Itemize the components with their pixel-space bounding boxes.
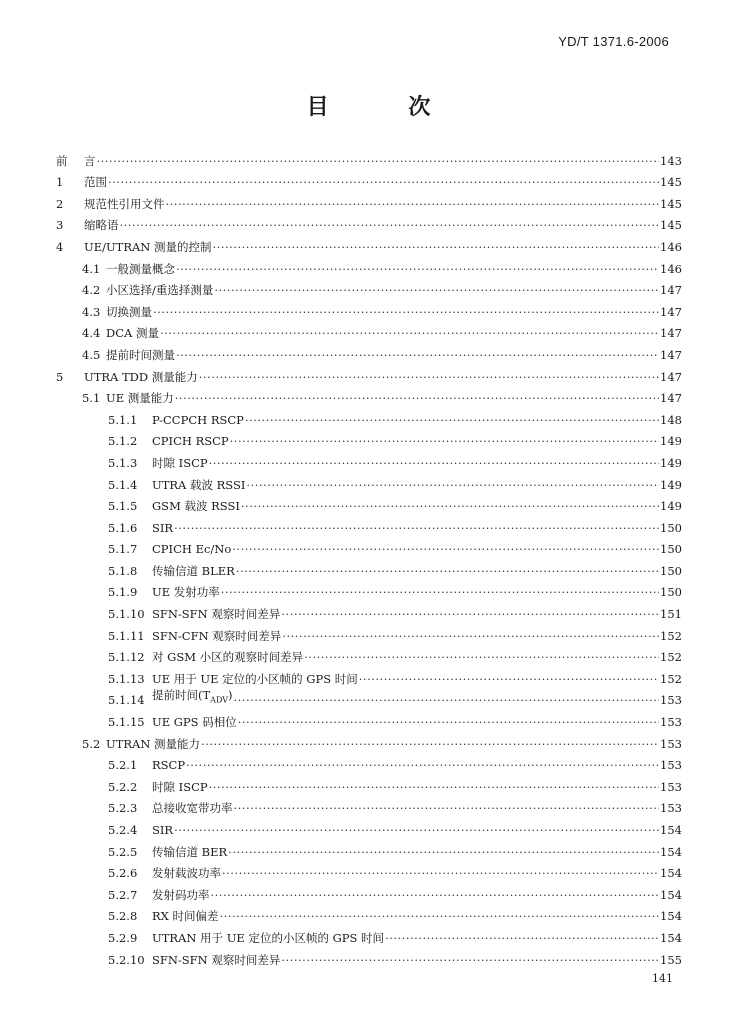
dot-leader xyxy=(166,197,660,211)
toc-entry-number: 5.1.15 xyxy=(108,715,145,730)
toc-entry-title xyxy=(84,197,165,211)
toc-entry-number: 5.1.12 xyxy=(108,650,145,665)
toc-entry-number: 5.1.14 xyxy=(108,693,145,708)
toc-entry-title-text: CPICH RSCP xyxy=(152,434,229,449)
toc-entry-page: 151 xyxy=(660,607,682,622)
toc-entry-title-text: CPICH Ec/No xyxy=(152,542,232,557)
toc-entry-number: 5.2.6 xyxy=(108,866,138,881)
toc-entry-page: 149 xyxy=(660,455,682,470)
toc-entry xyxy=(56,492,682,514)
toc-entry-title-text: 对 GSM 小区的观察时间差异 xyxy=(152,650,304,665)
toc-entry-number: 5.2.10 xyxy=(108,952,145,967)
toc-entry-page: 154 xyxy=(660,844,682,859)
toc-entry-title xyxy=(152,499,240,513)
toc-entry-title-text: UE/UTRAN 测量的控制 xyxy=(84,239,212,254)
dot-leader xyxy=(153,305,659,319)
toc-entry-page: 154 xyxy=(660,887,682,902)
toc-entry-number: 4.1 xyxy=(82,261,101,276)
toc-entry-title-text: UTRAN 用于 UE 定位的小区帧的 GPS 时间 xyxy=(152,930,385,945)
toc-entry-title xyxy=(106,262,175,276)
toc-entry xyxy=(56,405,682,427)
toc-entry-title-text: UE 用于 UE 定位的小区帧的 GPS 时间 xyxy=(152,671,358,686)
toc-entry-page: 150 xyxy=(660,585,682,600)
toc-entry-number: 5.1 xyxy=(82,391,101,406)
toc-entry-title xyxy=(152,456,208,470)
toc-entry-number: 4.4 xyxy=(82,326,101,341)
toc-entry-title-text: SFN-CFN 观察时间差异 xyxy=(152,628,282,643)
toc-entry-page: 147 xyxy=(660,283,682,298)
dot-leader xyxy=(211,888,660,902)
dot-leader xyxy=(174,823,659,837)
dot-leader xyxy=(201,737,659,751)
toc-entry-page: 146 xyxy=(660,239,682,254)
toc-entry-number: 5.2.4 xyxy=(108,823,138,837)
toc-entry-page: 147 xyxy=(660,326,682,341)
toc-entry xyxy=(56,448,682,470)
toc-entry-title-text: UTRA TDD 测量能力 xyxy=(84,369,198,384)
toc-entry xyxy=(56,945,682,967)
toc-entry-title xyxy=(84,240,212,254)
toc-entry-page: 146 xyxy=(660,261,682,276)
toc-entry-title xyxy=(152,953,280,967)
toc-entry-title xyxy=(84,370,198,384)
toc-entry-number: 5.1.8 xyxy=(108,563,138,578)
dot-leader xyxy=(228,845,659,859)
toc-entry xyxy=(56,535,682,557)
toc-entry-number: 5.2.9 xyxy=(108,930,138,945)
toc-entry-title-text: SIR xyxy=(152,520,174,535)
toc-entry xyxy=(56,664,682,686)
toc-entry-title xyxy=(84,154,96,168)
toc-entry-page: 153 xyxy=(660,758,682,773)
toc-entry xyxy=(56,772,682,794)
toc-entry xyxy=(56,707,682,729)
toc-entry-number: 5.1.9 xyxy=(108,585,138,600)
toc-entry-page: 145 xyxy=(660,196,682,211)
dot-leader xyxy=(209,780,659,794)
toc-entry-number: 5.1.6 xyxy=(108,520,138,535)
toc-entry-number: 5.1.10 xyxy=(108,607,145,622)
toc-entry xyxy=(56,902,682,924)
toc-entry xyxy=(56,837,682,859)
toc-entry-page: 153 xyxy=(660,801,682,816)
toc-entry-number: 5.1.1 xyxy=(108,412,138,427)
toc-entry-title-text: 范围 xyxy=(84,175,107,190)
toc-entry-title-text: SFN-SFN 观察时间差异 xyxy=(152,607,281,622)
toc-entry-title xyxy=(152,801,233,815)
toc-entry-page: 152 xyxy=(660,628,682,643)
dot-leader xyxy=(213,240,659,254)
toc-entry-number: 5.1.5 xyxy=(108,499,138,514)
dot-leader xyxy=(176,262,659,276)
toc-entry xyxy=(56,923,682,945)
dot-leader xyxy=(245,413,659,427)
toc-entry-page: 147 xyxy=(660,391,682,406)
toc-entry-number: 5 xyxy=(56,369,64,384)
toc-entry xyxy=(56,340,682,362)
toc-entry-title xyxy=(152,607,280,621)
toc-entry xyxy=(56,513,682,535)
toc-entry-page: 153 xyxy=(660,736,682,751)
dot-leader xyxy=(238,715,659,729)
toc-entry-title-text: SIR xyxy=(152,823,174,837)
toc-entry-title-text: UE 发射功率 xyxy=(152,585,220,600)
toc-entry-number: 5.1.3 xyxy=(108,455,138,470)
dot-leader xyxy=(108,175,659,189)
dot-leader xyxy=(199,370,659,384)
dot-leader xyxy=(214,283,659,297)
toc-entry xyxy=(56,794,682,816)
toc-entry-title xyxy=(152,931,384,945)
toc-entry-number: 前 xyxy=(56,153,68,168)
toc-entry-number: 5.2.1 xyxy=(108,758,138,773)
toc-entry-page: 147 xyxy=(660,347,682,362)
toc-entry-title-text: 小区选择/重选择测量 xyxy=(106,283,214,298)
toc-entry-number: 5.1.13 xyxy=(108,671,145,686)
toc-entry-number: 5.2.7 xyxy=(108,887,138,902)
toc-entry-title-text: UE GPS 码相位 xyxy=(152,715,237,730)
toc-entry xyxy=(56,297,682,319)
toc-entry-title-text: 一般测量概念 xyxy=(106,261,175,276)
toc-entry-number: 4.2 xyxy=(82,283,101,298)
toc-entry-title xyxy=(152,521,173,535)
toc-entry-title xyxy=(152,715,237,729)
dot-leader xyxy=(175,391,659,405)
toc-entry-page: 145 xyxy=(660,218,682,233)
toc-entry-page: 154 xyxy=(660,866,682,881)
dot-leader xyxy=(160,326,659,340)
toc-entry-title-text: GSM 载波 RSSI xyxy=(152,499,240,514)
toc-entry-title xyxy=(106,391,174,405)
toc-entry-title xyxy=(106,326,159,340)
toc-entry-title xyxy=(106,305,152,319)
toc-entry-title-text: 总接收宽带功率 xyxy=(152,801,233,816)
toc-entry xyxy=(56,211,682,233)
toc-entry-title-text: 提前时间测量 xyxy=(106,347,175,362)
dot-leader xyxy=(186,758,659,772)
toc-entry xyxy=(56,751,682,773)
toc-entry xyxy=(56,729,682,751)
toc-entry xyxy=(56,254,682,276)
toc-entry-title-text: UE 测量能力 xyxy=(106,391,174,406)
toc-entry-number: 1 xyxy=(56,175,64,190)
toc-entry xyxy=(56,146,682,168)
toc-entry xyxy=(56,232,682,254)
toc-entry-title-text: DCA 测量 xyxy=(106,326,159,341)
toc-entry xyxy=(56,578,682,600)
toc-entry-number: 5.1.2 xyxy=(108,434,138,449)
toc-entry-page: 149 xyxy=(660,499,682,514)
toc-entry-title xyxy=(152,650,303,664)
dot-leader xyxy=(174,521,659,535)
toc-entry-title xyxy=(152,629,281,643)
toc-entry xyxy=(56,362,682,384)
toc-entry-title xyxy=(152,672,358,686)
dot-leader xyxy=(241,499,659,513)
page-title: 目 次 xyxy=(306,94,467,120)
toc-entry-page: 152 xyxy=(660,671,682,686)
toc-entry-page: 154 xyxy=(660,823,682,837)
toc-entry-page: 149 xyxy=(660,477,682,492)
toc-entry-title-text: 时隙 ISCP xyxy=(152,455,208,470)
toc-entry xyxy=(56,815,682,837)
dot-leader xyxy=(220,909,659,923)
toc-entry-title-text: UTRAN 测量能力 xyxy=(106,736,201,751)
toc-entry-title-subscript: ADV xyxy=(210,695,228,705)
toc-entry-page: 150 xyxy=(660,542,682,557)
dot-leader xyxy=(281,607,659,621)
dot-leader xyxy=(232,542,659,556)
toc-entry-page: 153 xyxy=(660,715,682,730)
toc-entry-page: 152 xyxy=(660,650,682,665)
toc-entry-title xyxy=(152,413,244,427)
toc-entry-number: 4.5 xyxy=(82,347,101,362)
toc-entry-number: 5.2.2 xyxy=(108,779,138,794)
toc-entry-title-text: 言 xyxy=(84,153,96,168)
toc-entry-title xyxy=(152,909,219,923)
toc-entry-number: 2 xyxy=(56,196,64,211)
toc-entry-title-text: 发射载波功率 xyxy=(152,866,221,881)
toc-entry-number: 5.2.8 xyxy=(108,909,138,924)
toc-entry-number: 5.1.4 xyxy=(108,477,138,492)
toc-entry-title xyxy=(84,175,107,189)
dot-leader xyxy=(176,348,659,362)
dot-leader xyxy=(246,478,659,492)
toc-entry-title-text: 提前时间(T xyxy=(152,688,211,703)
toc-entry xyxy=(56,189,682,211)
toc-entry-title-text: 切换测量 xyxy=(106,304,152,319)
toc-entry xyxy=(56,384,682,406)
toc-entry-title xyxy=(152,585,220,599)
toc-entry-page: 150 xyxy=(660,520,682,535)
toc-entry-page: 154 xyxy=(660,909,682,924)
dot-leader xyxy=(359,672,659,686)
toc-entry-number: 5.2.5 xyxy=(108,844,138,859)
toc-entry-page: 148 xyxy=(660,412,682,427)
toc-entry xyxy=(56,168,682,190)
toc-entry-title xyxy=(152,564,235,578)
toc-entry-title-text: 规范性引用文件 xyxy=(84,196,165,211)
toc-entry-title-suffix: ) xyxy=(228,688,233,703)
toc-entry-number: 5.2.3 xyxy=(108,801,138,816)
toc-entry-page: 149 xyxy=(660,434,682,449)
toc-entry-number: 3 xyxy=(56,218,64,233)
toc-entry-title-text: UTRA 载波 RSSI xyxy=(152,477,246,492)
toc-entry xyxy=(56,470,682,492)
dot-leader xyxy=(281,953,659,967)
dot-leader xyxy=(222,866,659,880)
toc-entry-title-text: RX 时间偏差 xyxy=(152,909,219,924)
toc-entry-page: 155 xyxy=(660,952,682,967)
toc-entry-title xyxy=(152,823,173,837)
toc-entry xyxy=(56,276,682,298)
toc-entry-title-text: 缩略语 xyxy=(84,218,119,233)
dot-leader xyxy=(385,931,659,945)
dot-leader xyxy=(234,801,660,815)
toc-entry-title xyxy=(106,348,175,362)
toc-entry-title xyxy=(84,218,119,232)
toc-entry-title xyxy=(152,478,245,492)
toc-entry xyxy=(56,859,682,881)
dot-leader xyxy=(97,154,660,168)
toc-entry-title xyxy=(152,758,185,772)
toc-entry-title xyxy=(106,283,213,297)
toc-entry-title-text: 时隙 ISCP xyxy=(152,779,208,794)
dot-leader xyxy=(282,629,659,643)
toc-entry-page: 145 xyxy=(660,175,682,190)
toc-entry xyxy=(56,880,682,902)
toc-entry-title xyxy=(152,688,233,707)
toc-entry-number: 4 xyxy=(56,239,64,254)
table-of-contents xyxy=(56,146,682,967)
toc-entry xyxy=(56,643,682,665)
dot-leader xyxy=(209,456,659,470)
toc-entry-title xyxy=(152,845,227,859)
toc-entry xyxy=(56,319,682,341)
toc-entry-title xyxy=(152,888,210,902)
toc-entry-title-text: 传输信道 BER xyxy=(152,844,228,859)
dot-leader xyxy=(221,585,659,599)
toc-entry-title-text: 发射码功率 xyxy=(152,887,210,902)
toc-entry-number: 5.2 xyxy=(82,736,101,751)
toc-entry-page: 154 xyxy=(660,930,682,945)
dot-leader xyxy=(236,564,659,578)
toc-entry-title-text: 传输信道 BLER xyxy=(152,563,235,578)
toc-entry-title xyxy=(152,434,229,448)
toc-entry-number: 5.1.11 xyxy=(108,628,145,643)
toc-entry-number: 4.3 xyxy=(82,304,101,319)
toc-entry-page: 143 xyxy=(660,153,682,168)
toc-entry-title xyxy=(152,542,231,556)
toc-entry xyxy=(56,556,682,578)
dot-leader xyxy=(304,650,659,664)
toc-entry-page: 147 xyxy=(660,304,682,319)
toc-entry xyxy=(56,427,682,449)
toc-entry-number: 5.1.7 xyxy=(108,542,138,557)
dot-leader xyxy=(230,434,659,448)
toc-entry-page: 153 xyxy=(660,779,682,794)
toc-entry xyxy=(56,686,682,708)
toc-entry-title xyxy=(152,780,208,794)
toc-entry-title-text: P-CCPCH RSCP xyxy=(152,412,244,427)
dot-leader xyxy=(120,218,660,232)
toc-entry-page: 150 xyxy=(660,563,682,578)
toc-entry-title xyxy=(106,737,200,751)
toc-entry-title xyxy=(152,866,221,880)
toc-entry xyxy=(56,621,682,643)
toc-entry-title-text: RSCP xyxy=(152,758,186,773)
toc-entry-title-text: SFN-SFN 观察时间差异 xyxy=(152,952,281,967)
toc-entry xyxy=(56,599,682,621)
toc-entry-page: 153 xyxy=(660,693,682,708)
toc-entry-page: 147 xyxy=(660,369,682,384)
dot-leader xyxy=(234,693,660,707)
page-number: 141 xyxy=(652,972,673,985)
standard-number: YD/T 1371.6-2006 xyxy=(558,34,669,49)
